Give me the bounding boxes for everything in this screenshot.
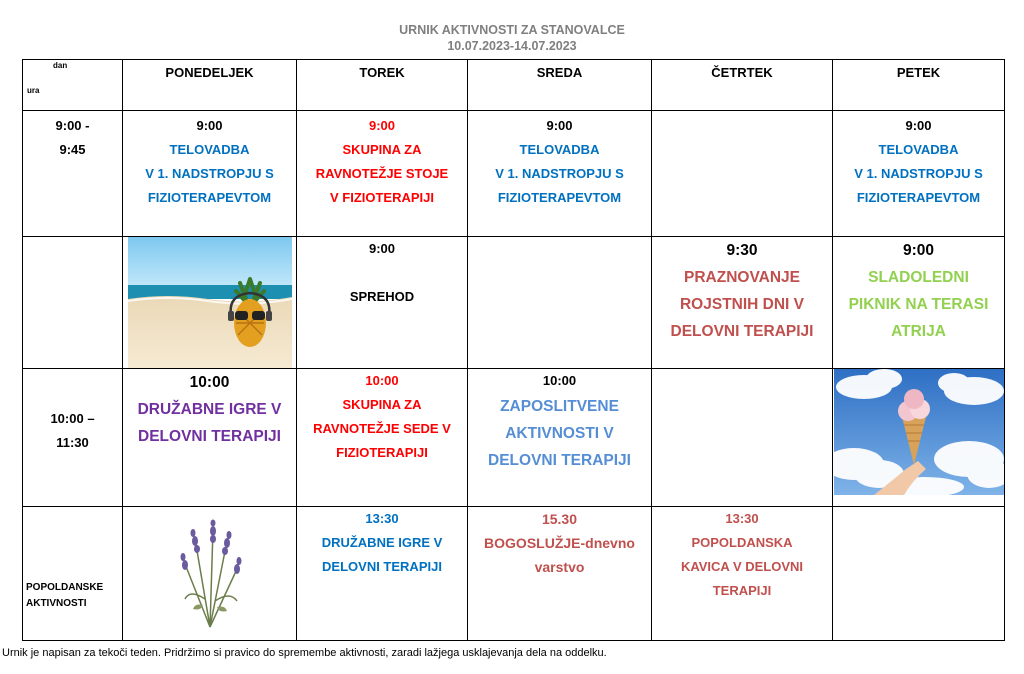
activity-tue-row4: 13:30 DRUŽABNE IGRE V DELOVNI TERAPIJI: [297, 507, 468, 641]
activity-mon-row1: 9:00 TELOVADBA V 1. NADSTROPJU S FIZIOTERAPEVTOM: [123, 111, 297, 237]
time-cell-row1: [23, 111, 123, 237]
activity-mon-row3: 10:00 DRUŽABNE IGRE V DELOVNI TERAPIJI: [123, 369, 297, 507]
header-friday: PETEK: [833, 60, 1005, 111]
activity-wed-row2-empty: [468, 237, 652, 369]
row-morning-3: [23, 369, 1005, 507]
beach-pineapple-image: [123, 237, 297, 369]
corner-hour-label: ura: [27, 86, 40, 95]
lavender-icon: [165, 519, 255, 629]
title-line-2: 10.07.2023-14.07.2023: [447, 39, 577, 53]
afternoon-label: POPOLDANSKE AKTIVNOSTI: [23, 507, 123, 641]
activity-wed-row1: 9:00 TELOVADBA V 1. NADSTROPJU S FIZIOTERAPEVTOM: [468, 111, 652, 237]
activity-fri-row2: 9:00 SLADOLEDNI PIKNIK NA TERASI ATRIJA: [833, 237, 1005, 369]
corner-cell: [23, 60, 123, 111]
row-morning-2: [23, 237, 1005, 369]
time-cell-row2-empty: [23, 237, 123, 369]
title-line-1: URNIK AKTIVNOSTI ZA STANOVALCE: [399, 23, 625, 37]
header-thursday: ČETRTEK: [652, 60, 833, 111]
activity-tue-row2: 9:00 SPREHOD: [297, 237, 468, 369]
time-cell-row3: [23, 369, 123, 507]
ice-cream-icon: [834, 369, 1004, 495]
time-row1: 9:00 - 9:45: [55, 118, 90, 157]
header-wednesday: SREDA: [468, 60, 652, 111]
activity-wed-row4: 15.30 BOGOSLUŽJE-dnevno varstvo: [468, 507, 652, 641]
header-tuesday: TOREK: [297, 60, 468, 111]
activity-tue-row3: 10:00 SKUPINA ZA RAVNOTEŽJE SEDE V FIZIOTERAPIJI: [297, 369, 468, 507]
activity-thu-row2: 9:30 PRAZNOVANJE ROJSTNIH DNI V DELOVNI TERAPIJI: [652, 237, 833, 369]
activity-thu-row4: 13:30 POPOLDANSKA KAVICA V DELOVNI TERAPIJI: [652, 507, 833, 641]
activity-thu-row1-empty: [652, 111, 833, 237]
lavender-image: [123, 507, 297, 641]
activity-wed-row3: 10:00 ZAPOSLITVENE AKTIVNOSTI V DELOVNI TERAPIJI: [468, 369, 652, 507]
header-monday: PONEDELJEK: [123, 60, 297, 111]
activity-tue-row1: 9:00 SKUPINA ZA RAVNOTEŽJE STOJE V FIZIOTERAPIJI: [297, 111, 468, 237]
activity-fri-row4-empty: [833, 507, 1005, 641]
row-afternoon: [23, 507, 1005, 641]
schedule-title: [0, 22, 1024, 54]
time-row3: 10:00 – 11:30: [50, 410, 95, 450]
row-morning-1: [23, 111, 1005, 237]
schedule-table: [22, 59, 1005, 641]
ice-cream-image: [833, 369, 1005, 507]
activity-thu-row3-empty: [652, 369, 833, 507]
activity-fri-row1: 9:00 TELOVADBA V 1. NADSTROPJU S FIZIOTERAPEVTOM: [833, 111, 1005, 237]
beach-pineapple-icon: [128, 237, 292, 368]
footer-note: Urnik je napisan za tekoči teden. Pridržimo si pravico do spremembe aktivnosti, zaradi lažjega usklajevanja dela na oddelku.: [2, 647, 607, 659]
header-row: [23, 60, 1005, 111]
corner-day-label: dan: [53, 61, 68, 70]
